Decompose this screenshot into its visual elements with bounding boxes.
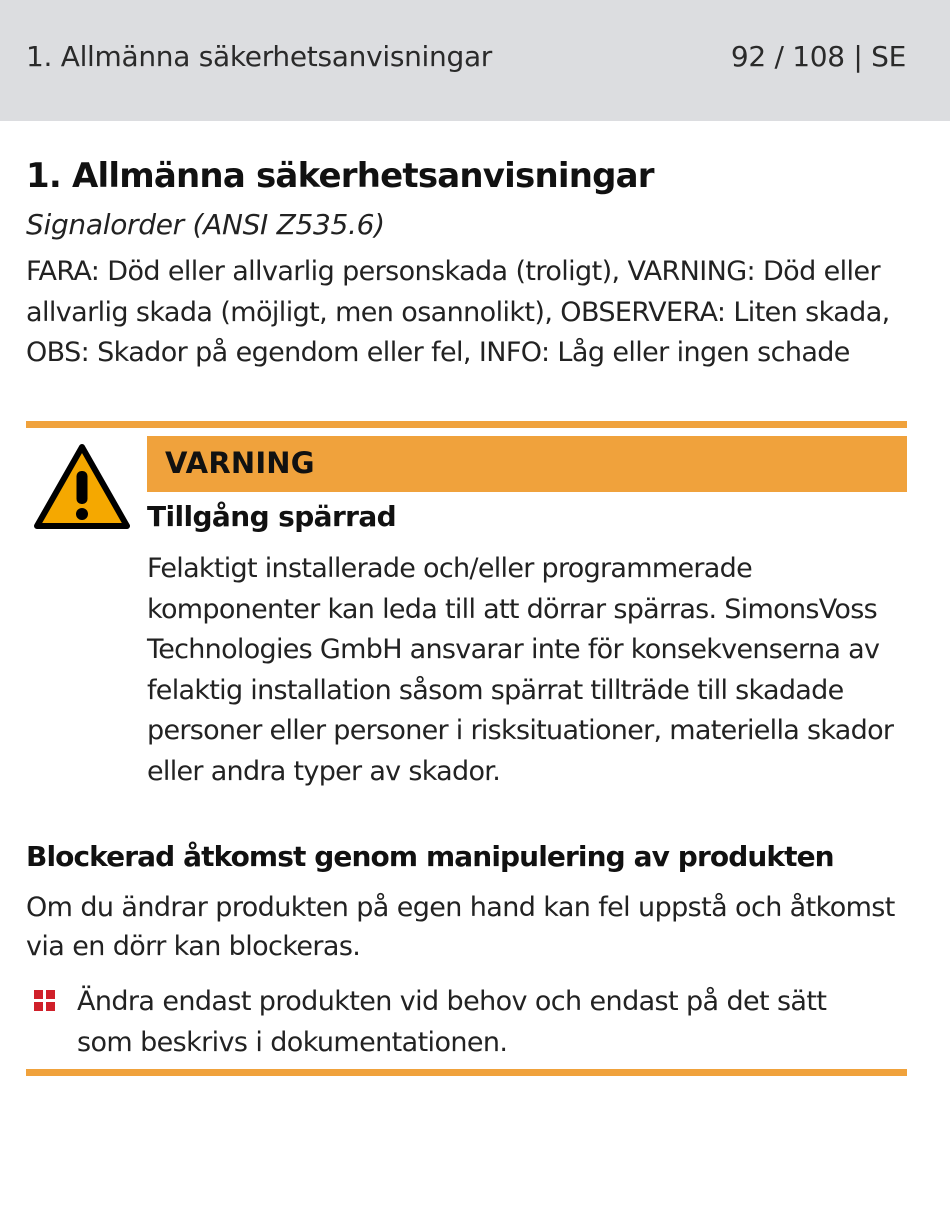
warning-bottom-rule	[26, 1069, 907, 1076]
warning-triangle-icon	[34, 442, 130, 530]
warning-label-bar	[147, 436, 907, 492]
instruction-text: Ändra endast produkten vid behov och endast på det sätt som beskrivs i dokumentationen.	[77, 986, 827, 1058]
block-heading: Blockerad åtkomst genom manipulering av produkten	[26, 840, 834, 873]
page-header	[0, 0, 950, 121]
signal-order-subtitle: Signalorder (ANSI Z535.6)	[26, 208, 385, 241]
warning-top-rule	[26, 421, 907, 428]
instruction-bullet-icon	[34, 990, 55, 1011]
warning-heading: Tillgång spärrad	[147, 500, 397, 533]
block-body: Om du ändrar produkten på egen hand kan fel uppstå och åtkomst via en dörr kan blockeras.	[26, 892, 895, 962]
signal-order-text: FARA: Död eller allvarlig personskada (troligt), VARNING: Död eller allvarlig skada (möjligt, men osannolikt), OBSERVERA: Liten skada, OBS: Skador på egendom eller fel, INFO: Låg eller ingen schade	[26, 256, 890, 368]
page-number: 92 / 108 | SE	[730, 40, 906, 73]
warning-body: Felaktigt installerade och/eller programmerade komponenter kan leda till att dörrar spärras. SimonsVoss Technologies GmbH ansvarar inte för konsekvenserna av felaktig installation såsom spärrat tillträde till skadade personer eller personer i risksituationer, materiella skador eller andra typer av skador.	[147, 553, 894, 787]
section-title: 1. Allmänna säkerhetsanvisningar	[26, 156, 654, 196]
warning-label: VARNING	[165, 446, 315, 480]
header-title: 1. Allmänna säkerhetsanvisningar	[26, 40, 493, 73]
